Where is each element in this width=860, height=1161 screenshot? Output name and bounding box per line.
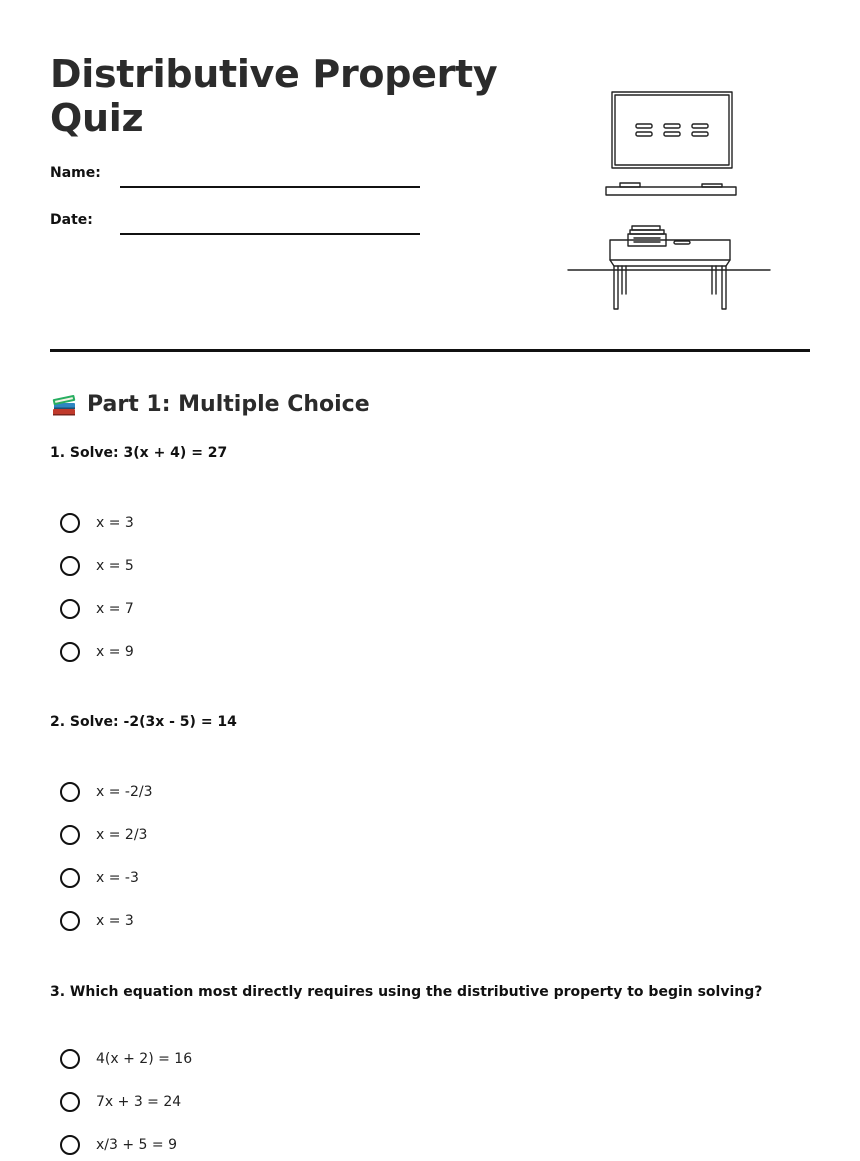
option-label: x = 3 [96,515,134,531]
part1-heading [50,388,370,420]
radio-button[interactable] [60,868,80,888]
radio-button[interactable] [60,911,80,931]
name-field[interactable] [120,186,420,188]
radio-button[interactable] [60,1092,80,1112]
classroom-illustration [560,80,780,320]
q3-option-c[interactable] [60,1132,177,1158]
q1-option-b[interactable] [60,553,134,579]
date-label: Date: [50,212,93,228]
radio-button[interactable] [60,1049,80,1069]
q2-option-c[interactable] [60,865,139,891]
option-label: x = 5 [96,558,134,574]
question-1: 1. Solve: 3(x + 4) = 27 [50,445,228,461]
question-2: 2. Solve: -2(3x - 5) = 14 [50,714,237,730]
option-label: x = 3 [96,913,134,929]
q1-option-d[interactable] [60,639,134,665]
option-label: x = 7 [96,601,134,617]
q2-option-a[interactable] [60,779,153,805]
radio-button[interactable] [60,1135,80,1155]
option-label: x = 2/3 [96,827,148,843]
radio-button[interactable] [60,825,80,845]
question-3: 3. Which equation most directly requires using the distributive property to begin solving? [50,984,763,1000]
option-label: 4(x + 2) = 16 [96,1051,193,1067]
radio-button[interactable] [60,599,80,619]
option-label: x = -2/3 [96,784,153,800]
q3-option-a[interactable] [60,1046,192,1072]
header-divider [50,349,810,352]
radio-button[interactable] [60,556,80,576]
radio-button[interactable] [60,513,80,533]
desk-icon [568,226,770,309]
name-label: Name: [50,165,101,181]
part1-title: Part 1: Multiple Choice [87,391,370,417]
q1-option-c[interactable] [60,596,134,622]
q2-option-d[interactable] [60,908,134,934]
option-label: x = -3 [96,870,139,886]
q1-option-a[interactable] [60,510,134,536]
option-label: x/3 + 5 = 9 [96,1137,177,1153]
option-label: x = 9 [96,644,134,660]
quiz-title: Distributive Property Quiz [50,52,498,140]
chalkboard-icon [606,92,736,195]
radio-button[interactable] [60,782,80,802]
books-icon [50,390,78,418]
q2-option-b[interactable] [60,822,147,848]
radio-button[interactable] [60,642,80,662]
date-field[interactable] [120,233,420,235]
option-label: 7x + 3 = 24 [96,1094,182,1110]
q3-option-b[interactable] [60,1089,181,1115]
